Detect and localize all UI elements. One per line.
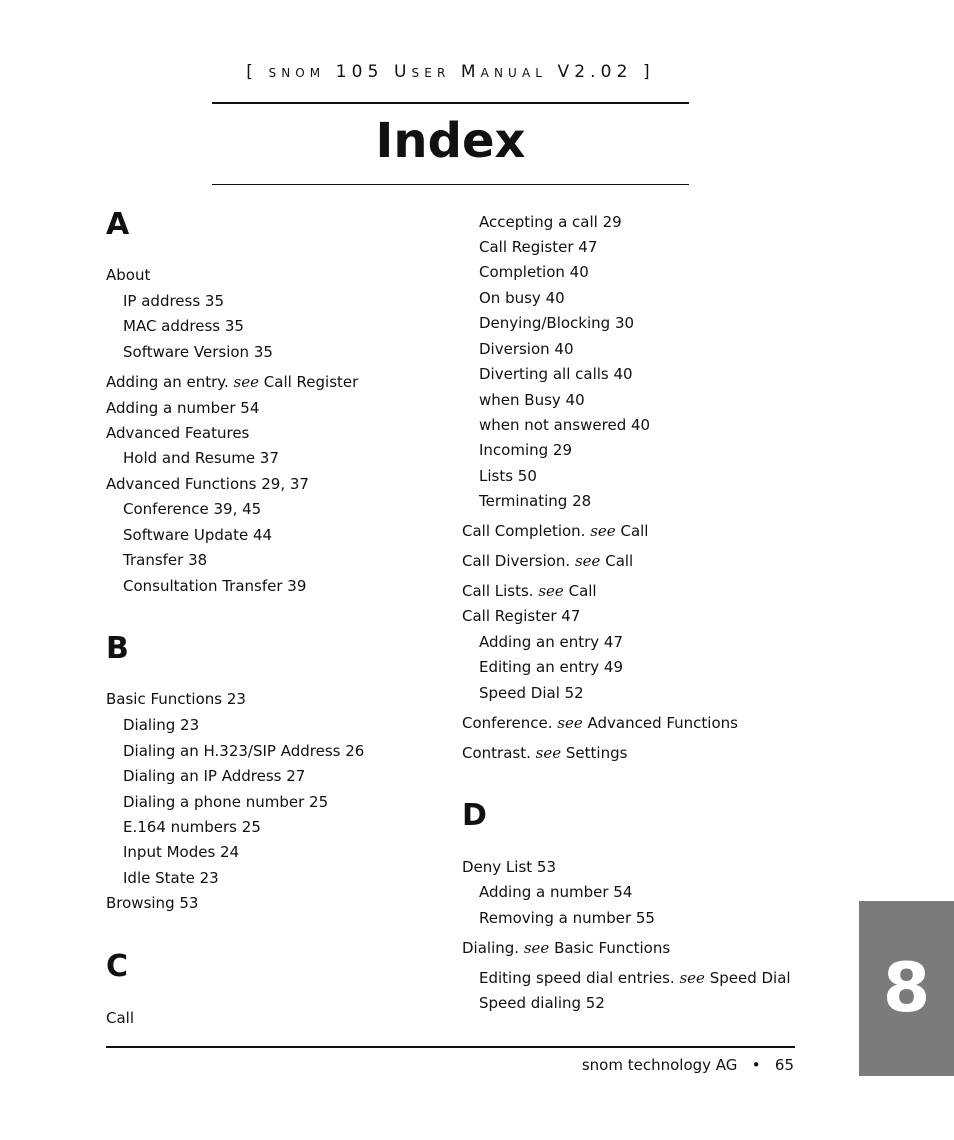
entry-text: Software Version 35 — [123, 343, 273, 361]
entry-text: Dialing. — [462, 939, 520, 957]
index-entry — [106, 473, 309, 495]
index-subentry — [106, 549, 207, 571]
entry-text: On busy 40 — [479, 289, 565, 307]
index-entry — [462, 742, 627, 764]
index-subentry — [106, 447, 279, 469]
index-subentry — [106, 341, 273, 363]
index-subentry — [106, 290, 224, 312]
index-entry — [462, 605, 580, 627]
index-subentry — [462, 312, 634, 334]
index-subentry — [106, 841, 239, 863]
title-rule-top — [212, 102, 689, 104]
entry-text: Browsing 53 — [106, 894, 199, 912]
entry-text: Consultation Transfer 39 — [123, 577, 307, 595]
see-reference-label: see — [535, 744, 562, 762]
index-subentry — [462, 465, 537, 487]
running-head: [ snom 105 User Manual V2.02 ] — [246, 62, 655, 82]
index-section-letter: C — [106, 949, 129, 984]
index-subentry — [462, 363, 633, 385]
index-section-letter: B — [106, 631, 129, 666]
entry-text: Speed dialing 52 — [479, 994, 605, 1012]
footer-page-number: 65 — [774, 1056, 794, 1074]
see-reference-label: see — [523, 939, 550, 957]
footer-rule — [106, 1046, 795, 1048]
see-reference-target: Call — [568, 582, 597, 600]
entry-text: Hold and Resume 37 — [123, 449, 279, 467]
index-entry — [106, 422, 249, 444]
entry-text: Terminating 28 — [479, 492, 592, 510]
see-reference-target: Call — [620, 522, 649, 540]
entry-text: Adding an entry 47 — [479, 633, 623, 651]
index-entry — [106, 892, 198, 914]
index-subentry — [462, 907, 655, 929]
entry-text: Call Lists. — [462, 582, 534, 600]
index-subentry — [106, 791, 328, 813]
footer-company: snom technology AG — [581, 1056, 738, 1074]
entry-text: Conference 39, 45 — [123, 500, 262, 518]
entry-text: Call Register 47 — [479, 238, 598, 256]
index-subentry — [106, 740, 364, 762]
index-subentry — [462, 261, 589, 283]
entry-text: Transfer 38 — [123, 551, 208, 569]
see-reference-label: see — [557, 714, 583, 732]
entry-text: Basic Functions 23 — [106, 690, 246, 708]
index-subentry — [106, 315, 244, 337]
see-reference-target: Call — [605, 552, 634, 570]
index-subentry — [462, 490, 591, 512]
see-reference-target: Basic Functions — [554, 939, 671, 957]
index-subentry — [462, 211, 622, 233]
see-reference-target: Advanced Functions — [587, 714, 738, 732]
entry-text: Speed Dial 52 — [479, 684, 584, 702]
entry-text: Editing an entry 49 — [479, 658, 623, 676]
index-entry — [462, 712, 738, 734]
see-reference-label: see — [538, 582, 564, 600]
index-subentry — [462, 631, 623, 653]
index-subentry — [462, 656, 623, 678]
entry-text: Lists 50 — [479, 467, 537, 485]
see-reference-label: see — [590, 522, 616, 540]
entry-text: Incoming 29 — [479, 441, 573, 459]
entry-text: Advanced Functions 29, 37 — [106, 475, 309, 493]
entry-text: Removing a number 55 — [479, 909, 655, 927]
entry-text: MAC address 35 — [123, 317, 244, 335]
index-subentry — [462, 682, 584, 704]
entry-text: Software Update 44 — [123, 526, 273, 544]
index-subentry — [462, 967, 791, 989]
entry-text: Adding an entry. — [106, 373, 229, 391]
entry-text: Diverting all calls 40 — [479, 365, 633, 383]
page-footer — [582, 1056, 794, 1074]
entry-text: Call Diversion. — [462, 552, 571, 570]
see-reference-target: Speed Dial — [709, 969, 791, 987]
index-entry — [106, 688, 246, 710]
entry-text: Dialing an IP Address 27 — [123, 767, 306, 785]
entry-text: Advanced Features — [106, 424, 250, 442]
index-entry — [462, 580, 597, 602]
entry-text: Diversion 40 — [479, 340, 574, 358]
entry-text: Call Completion. — [462, 522, 586, 540]
index-entry — [462, 937, 670, 959]
index-subentry — [462, 881, 632, 903]
footer-bullet: • — [751, 1056, 761, 1074]
index-section-letter: D — [462, 798, 487, 833]
index-subentry — [462, 338, 574, 360]
index-section-letter: A — [106, 207, 130, 242]
entry-text: Idle State 23 — [123, 869, 219, 887]
index-subentry — [462, 992, 605, 1014]
entry-text: Call Register 47 — [462, 607, 581, 625]
index-entry — [462, 520, 648, 542]
entry-text: when Busy 40 — [479, 391, 585, 409]
index-subentry — [106, 498, 261, 520]
entry-text: About — [106, 266, 151, 284]
entry-text: Denying/Blocking 30 — [479, 314, 635, 332]
index-subentry — [106, 524, 272, 546]
entry-text: Conference. — [462, 714, 553, 732]
index-entry — [106, 264, 150, 286]
entry-text: IP address 35 — [123, 292, 225, 310]
index-subentry — [462, 389, 585, 411]
index-subentry — [106, 575, 306, 597]
entry-text: Accepting a call 29 — [479, 213, 622, 231]
entry-text: when not answered 40 — [479, 416, 651, 434]
entry-text: Call — [106, 1009, 135, 1027]
entry-text: Dialing 23 — [123, 716, 200, 734]
see-reference-label: see — [574, 552, 601, 570]
entry-text: Completion 40 — [479, 263, 589, 281]
index-entry — [106, 397, 259, 419]
index-subentry — [462, 414, 650, 436]
index-subentry — [106, 765, 305, 787]
see-reference-label: see — [233, 373, 259, 391]
index-entry — [462, 856, 556, 878]
see-reference-target: Settings — [565, 744, 628, 762]
index-subentry — [462, 287, 565, 309]
entry-text: Dialing a phone number 25 — [123, 793, 329, 811]
title-rule-bottom — [212, 184, 689, 185]
index-subentry — [106, 816, 261, 838]
entry-text: Contrast. — [462, 744, 531, 762]
page-title: Index — [375, 113, 526, 169]
entry-text: E.164 numbers 25 — [123, 818, 261, 836]
index-entry — [462, 550, 633, 572]
index-subentry — [106, 714, 199, 736]
entry-text: Adding a number 54 — [106, 399, 260, 417]
index-subentry — [462, 236, 597, 258]
index-entry — [106, 371, 358, 393]
chapter-tab — [859, 901, 954, 1076]
entry-text: Deny List 53 — [462, 858, 557, 876]
index-entry — [106, 1007, 134, 1029]
entry-text: Editing speed dial entries. — [479, 969, 675, 987]
entry-text: Input Modes 24 — [123, 843, 240, 861]
index-subentry — [106, 867, 219, 889]
see-reference-target: Call Register — [263, 373, 359, 391]
see-reference-label: see — [679, 969, 705, 987]
index-subentry — [462, 439, 572, 461]
entry-text: Dialing an H.323/SIP Address 26 — [123, 742, 365, 760]
entry-text: Adding a number 54 — [479, 883, 633, 901]
chapter-number: 8 — [882, 949, 931, 1028]
